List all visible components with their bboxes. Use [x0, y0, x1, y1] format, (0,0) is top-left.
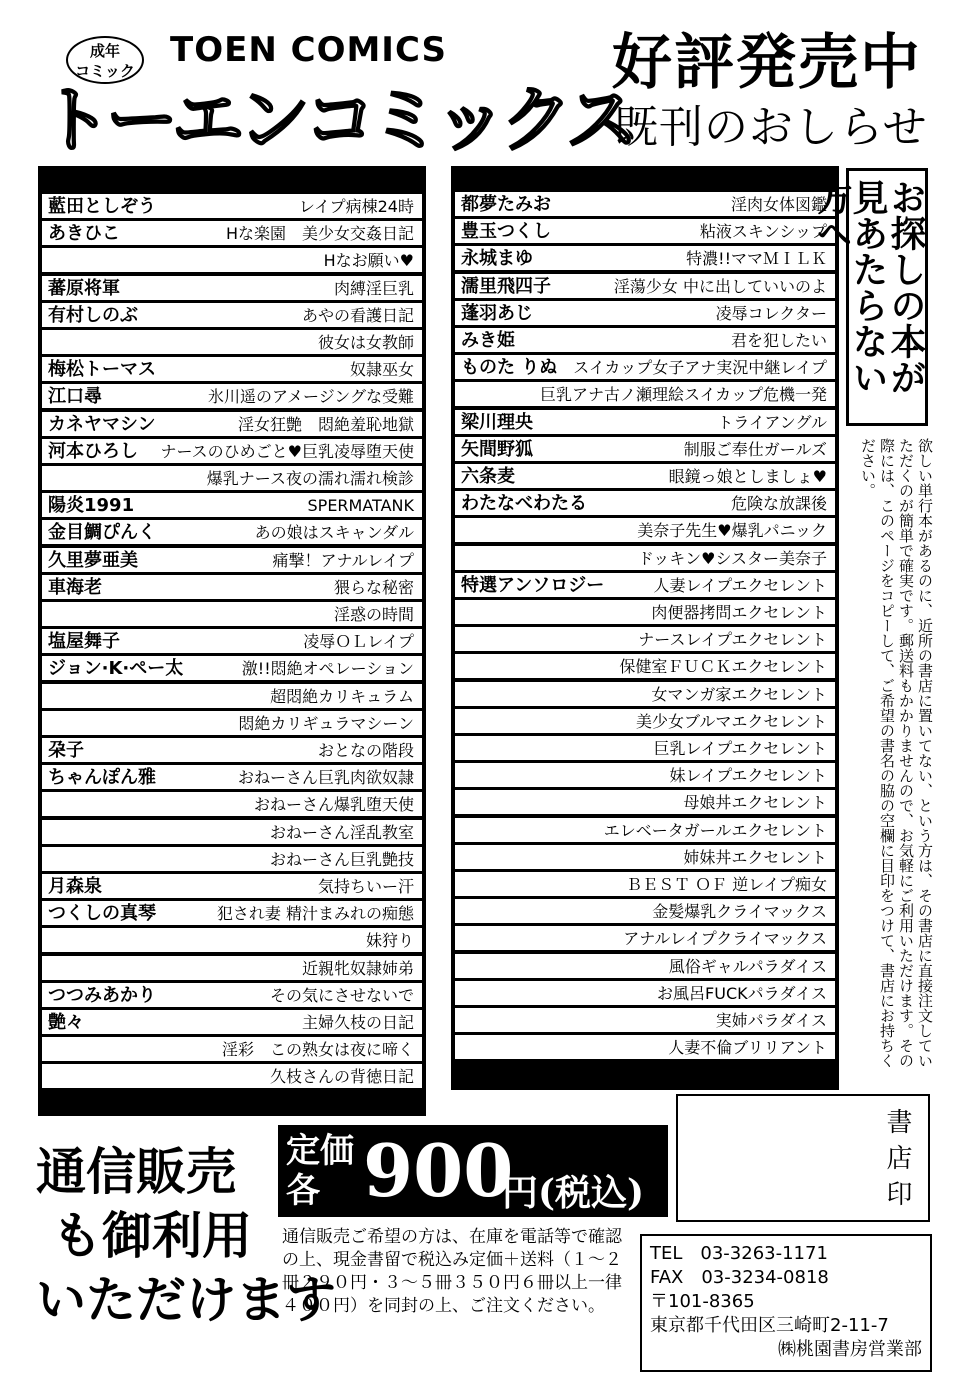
catalog-row [42, 520, 422, 544]
catalog-row [455, 355, 835, 379]
catalog-author: 梅松トーマス [48, 359, 156, 381]
catalog-row [455, 763, 835, 787]
catalog-title: おねーさん淫乱教室 [269, 822, 414, 842]
catalog-row [42, 928, 422, 952]
contact-address: 東京都千代田区三崎町2-11-7 [650, 1315, 889, 1336]
catalog-row [455, 192, 835, 216]
catalog-title: 人妻不倫ブリリアント [668, 1038, 827, 1058]
catalog-title: 久枝さんの背徳日記 [269, 1067, 414, 1087]
catalog-title: 保健室ＦＵＣＫエクセレント [619, 657, 827, 677]
catalog-row [42, 548, 422, 572]
catalog-row [42, 493, 422, 517]
catalog-row [455, 682, 835, 706]
catalog-title: 危険な放課後 [730, 494, 827, 514]
catalog-title: 母娘丼エクセレント [683, 793, 827, 813]
catalog-row [42, 684, 422, 708]
catalog-row [42, 602, 422, 626]
catalog-row [455, 1008, 835, 1032]
catalog-row [455, 872, 835, 896]
catalog-author: 艶々 [48, 1012, 84, 1033]
catalog-left-panel [38, 166, 426, 1116]
catalog-author: 六条麦 [461, 466, 515, 487]
catalog-author: 蕃原将軍 [48, 277, 120, 299]
catalog-title: 制服ご奉仕ガールズ [683, 439, 827, 459]
catalog-title: 痛撃！アナルレイプ [272, 550, 414, 570]
catalog-row [42, 357, 422, 381]
seinen-label: 成年 コミック [75, 42, 135, 80]
catalog-title: 眼鏡っ娘としましょ♥ [668, 467, 827, 486]
catalog-title: 淫彩 この熟女は夜に啼く [221, 1040, 414, 1060]
catalog-author: カネヤマシン [48, 413, 156, 435]
catalog-row [42, 792, 422, 816]
catalog-title: 淫肉女体図鑑 [730, 195, 827, 214]
catalog-title: 爆乳ナース夜の濡れ濡れ検診 [206, 469, 414, 488]
mail-order-line-1: 通信販売 [36, 1143, 236, 1201]
catalog-row [455, 246, 835, 270]
catalog-row [455, 546, 835, 570]
catalog-row [455, 274, 835, 298]
catalog-title: エレベータガールエクセレント [603, 820, 827, 840]
price-value: 900 [363, 1128, 514, 1213]
catalog-title: 気持ちいー汗 [317, 877, 414, 896]
catalog-row [42, 874, 422, 898]
catalog-title: レイプ病棟24時 [298, 197, 414, 216]
catalog-row [42, 412, 422, 436]
catalog-title: 凌辱ＯＬレイプ [303, 632, 414, 652]
catalog-title: 近親牝奴隷姉弟 [301, 958, 414, 978]
catalog-title: 粘液スキンシップ [699, 222, 827, 242]
now-on-sale-heading: 好評発売中 [612, 28, 922, 98]
catalog-title: スイカップ女子アナ実況中継レイプ [573, 358, 827, 378]
catalog-title: 彼女は女教師 [317, 333, 414, 352]
contact-zip: 〒101-8365 [650, 1291, 755, 1312]
brand-english: TOEN COMICS [170, 30, 448, 70]
catalog-right-panel [451, 166, 839, 1090]
catalog-row [42, 983, 422, 1007]
catalog-row [455, 899, 835, 923]
catalog-title: 淫惑の時間 [333, 605, 414, 624]
catalog-row [42, 248, 422, 272]
catalog-title: 激!!悶絶オペレーション [241, 659, 414, 679]
notice-box-title-2: 見あたらない方へ [811, 179, 888, 395]
not-found-notice-box [811, 168, 928, 426]
catalog-row [42, 466, 422, 490]
notice-title: 既刊のおしらせ [614, 102, 928, 153]
catalog-title: 金髪爆乳クライマックス [652, 902, 827, 922]
catalog-author: 久里夢亜美 [48, 549, 138, 571]
catalog-title: あやの看護日記 [301, 305, 414, 325]
catalog-title: 女マンガ家エクセレント [651, 684, 827, 704]
catalog-row [42, 194, 422, 218]
order-instructions: 通信販売ご希望の方は、在庫を電話等で確認の上、現金書留で税込み定価＋送料（１～２冊２９０円・３～５冊３５０円６冊以上一律４００円）を同封の上、ご注文ください。 [282, 1227, 622, 1316]
catalog-author: 藍田としぞう [48, 196, 156, 217]
catalog-row [455, 790, 835, 814]
catalog-author: 豊玉つくし [461, 221, 551, 243]
catalog-title: 凌辱コレクター [715, 303, 827, 323]
catalog-author: 金目鯛ぴんく [48, 522, 156, 544]
catalog-title: 君を犯したい [730, 331, 827, 350]
catalog-row [42, 1037, 422, 1061]
catalog-row [455, 654, 835, 678]
catalog-author: 有村しのぶ [48, 304, 138, 326]
catalog-row [455, 926, 835, 950]
catalog-author: 蓬羽あじ [461, 302, 533, 324]
catalog-author: 車海老 [48, 576, 102, 598]
catalog-row [42, 711, 422, 735]
catalog-title: 巨乳アナ古ノ瀬理絵スイカップ危機一発 [539, 385, 827, 405]
catalog-author: 矢間野狐 [461, 438, 533, 460]
catalog-author: みき姫 [461, 330, 515, 351]
catalog-author: わたなべわたる [461, 493, 587, 515]
catalog-title: 主婦久枝の日記 [301, 1013, 414, 1032]
catalog-title: 妹レイプエクセレント [669, 766, 827, 786]
price-label: 定価各 [286, 1131, 354, 1211]
catalog-title: Hな楽園 美少女交姦日記 [225, 224, 414, 244]
catalog-title: 特濃!!ママＭＩＬＫ [686, 249, 827, 269]
catalog-row [42, 276, 422, 300]
price-banner [278, 1125, 668, 1217]
catalog-row [455, 491, 835, 515]
catalog-author: 河本ひろし [48, 440, 138, 462]
catalog-row [455, 818, 835, 842]
catalog-title: 猥らな秘密 [333, 577, 414, 597]
notice-body-text: 欲しい単行本があるのに、近所の書店に置いてない、という方は、その書店に直接注文していただくのが簡単で確実です。郵送料もかかりませんので、お気軽にご利用いただけます。その際には、このページをコピーして、ご希望の書名の脇の空欄に目印をつけて、書店にお持ちください。 [859, 438, 934, 1068]
catalog-title: 肉便器拷問エクセレント [651, 603, 827, 622]
catalog-author: 都夢たみお [461, 194, 551, 215]
catalog-row [455, 1035, 835, 1059]
catalog-title: 氷川遥のアメージングな受難 [207, 387, 414, 407]
catalog-title: 姉妹丼エクセレント [683, 847, 827, 867]
catalog-title: 淫女狂艶 悶絶羞恥地獄 [237, 414, 414, 434]
catalog-title: 超悶絶カリキュラム [270, 686, 414, 706]
catalog-row [455, 518, 835, 542]
catalog-row [42, 629, 422, 653]
catalog-author: 塩屋舞子 [48, 631, 120, 653]
catalog-author: ものた りぬ [461, 357, 558, 379]
catalog-row [42, 439, 422, 463]
catalog-row [42, 765, 422, 789]
catalog-row [42, 956, 422, 980]
notice-box-title-1: お探しの本が [885, 179, 926, 395]
catalog-row [455, 410, 835, 434]
catalog-row [455, 736, 835, 760]
catalog-title: おねーさん爆乳堕天使 [253, 795, 414, 815]
catalog-title: あの娘はスキャンダル [254, 523, 414, 543]
catalog-author: ちゃんぽん雅 [48, 767, 156, 789]
catalog-row [42, 656, 422, 680]
catalog-author: あきひこ [48, 223, 120, 245]
catalog-title: Hなお願い♥ [323, 251, 414, 271]
catalog-author: 永城まゆ [461, 248, 533, 270]
catalog-author: 梁川理央 [461, 411, 533, 433]
catalog-title: おねーさん巨乳艶技 [269, 849, 414, 869]
catalog-author: 朶子 [48, 740, 84, 761]
catalog-row [42, 847, 422, 871]
catalog-title: ナースのひめごと♥巨乳凌辱堕天使 [160, 441, 414, 461]
catalog-title: お風呂FUCKパラダイス [657, 983, 827, 1003]
catalog-title: 実姉パラダイス [715, 1011, 827, 1030]
catalog-row [455, 954, 835, 978]
catalog-row [42, 738, 422, 762]
catalog-title: ナースレイプエクセレント [638, 630, 827, 650]
catalog-row [42, 1064, 422, 1088]
catalog-author: 江口尋 [48, 386, 102, 408]
catalog-title: 美少女ブルマエクセレント [636, 711, 827, 731]
catalog-row [42, 384, 422, 408]
catalog-title: 淫蕩少女 中に出していいのよ [613, 276, 827, 296]
catalog-row [42, 221, 422, 245]
seinen-comic-badge [66, 36, 144, 84]
catalog-title: アナルレイプクライマックス [623, 929, 827, 949]
shop-stamp-label: 書店印 [882, 1108, 912, 1216]
catalog-title: トライアングル [717, 412, 827, 432]
catalog-title: 巨乳レイプエクセレント [653, 739, 827, 758]
catalog-row [42, 330, 422, 354]
catalog-author: つくしの真琴 [48, 903, 156, 925]
catalog-title: ＢＥＳＴ ＯＦ 逆レイプ痴女 [626, 875, 827, 894]
catalog-row [455, 464, 835, 488]
catalog-row [455, 328, 835, 352]
catalog-title: SPERMATANK [307, 496, 414, 516]
catalog-title: おとなの階段 [317, 741, 414, 760]
catalog-row [42, 901, 422, 925]
catalog-title: 肉縛淫巨乳 [333, 278, 414, 298]
catalog-author: 月森泉 [48, 876, 102, 897]
catalog-title: 美奈子先生♥爆乳パニック [637, 521, 827, 541]
brand-japanese-logo: トーエンコミックス [40, 78, 632, 162]
catalog-row [455, 627, 835, 651]
catalog-row [42, 303, 422, 327]
catalog-author: 濡里飛四子 [461, 275, 551, 297]
catalog-row [455, 382, 835, 406]
catalog-row [455, 600, 835, 624]
catalog-row [42, 820, 422, 844]
catalog-title: ドッキン♥シスター美奈子 [637, 548, 827, 568]
catalog-author: 陽炎1991 [48, 495, 135, 517]
catalog-title: 風俗ギャルパラダイス [668, 956, 827, 976]
mail-order-line-3: いただけます [36, 1271, 336, 1329]
mail-order-line-2: も御利用 [52, 1207, 252, 1265]
contact-tel: TEL 03-3263-1171 [650, 1243, 828, 1264]
contact-fax: FAX 03-3234-0818 [650, 1267, 829, 1288]
catalog-title: 奴隷巫女 [349, 360, 414, 380]
catalog-row [455, 437, 835, 461]
catalog-row [455, 301, 835, 325]
catalog-title: おねーさん巨乳肉欲奴隷 [237, 768, 414, 788]
catalog-row [42, 575, 422, 599]
contact-box [640, 1234, 932, 1372]
catalog-row [455, 219, 835, 243]
shop-stamp-box [676, 1094, 930, 1222]
price-unit: 円(税込) [502, 1172, 645, 1214]
catalog-title: 人妻レイプエクセレント [653, 575, 827, 595]
catalog-title: 犯され妻 精汁まみれの痴態 [216, 904, 414, 924]
catalog-author: 特選アンソロジー [461, 574, 605, 596]
catalog-row [455, 709, 835, 733]
contact-company: ㈱桃園書房営業部 [778, 1339, 922, 1360]
catalog-row [455, 573, 835, 597]
catalog-title: 悶絶カリギュラマシーン [238, 713, 414, 733]
catalog-author: つつみあかり [48, 984, 156, 1006]
catalog-title: 妹狩り [365, 931, 414, 951]
catalog-row [42, 1010, 422, 1034]
catalog-title: その気にさせないで [269, 985, 414, 1005]
catalog-author: ジョン·K·ペー太 [48, 658, 184, 680]
catalog-row [455, 981, 835, 1005]
catalog-row [455, 845, 835, 869]
